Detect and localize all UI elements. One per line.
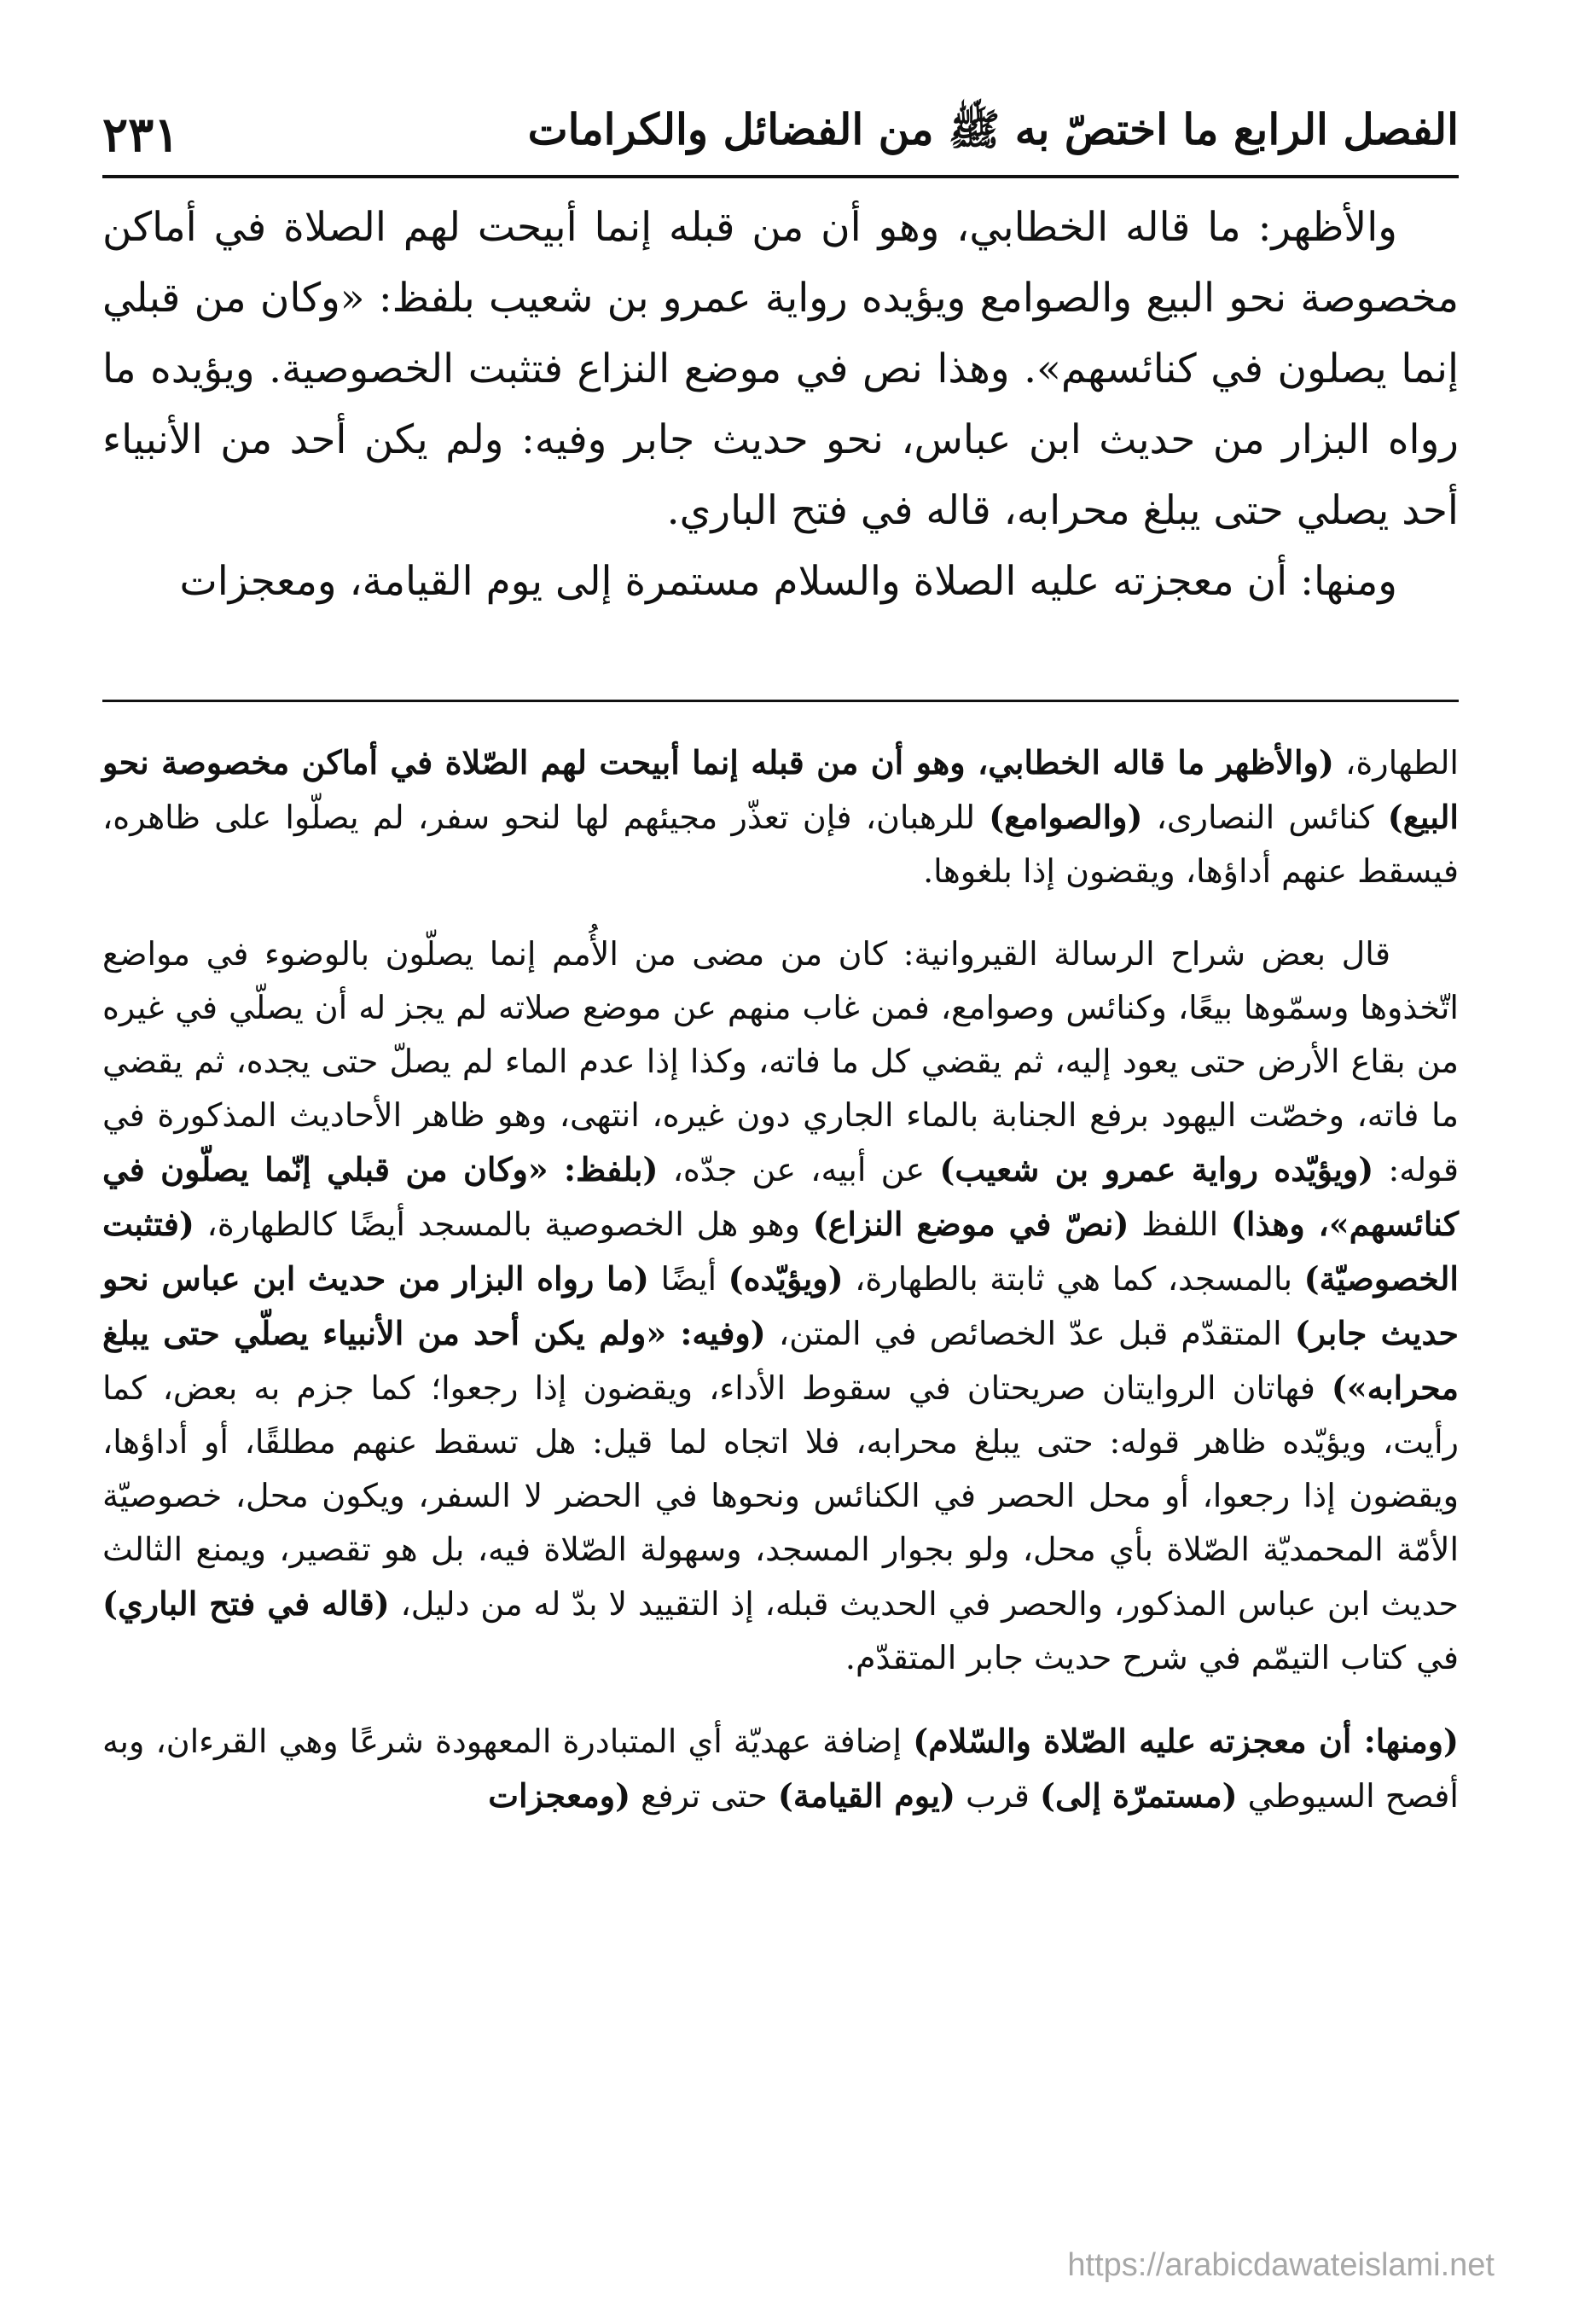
quoted-matn-segment: (مستمرّة إلى): [1040, 1776, 1238, 1815]
commentary-segment: إضافة عهديّة أي المتبادرة المعهودة شرعًا وهي القرءان، وبه أفصح السيوطي: [102, 1723, 1459, 1815]
commentary-segment: اللفظ: [1129, 1206, 1231, 1243]
commentary-segment: وهو هل الخصوصية بالمسجد أيضًا كالطهارة،: [194, 1206, 813, 1243]
commentary-segment: للرهبان، فإن تعذّر مجيئهم لها لنحو سفر، لم يصلّوا على ظاهره، فيسقط عنهم أداؤها، ويقضون إذا بلغوها.: [102, 799, 1459, 890]
commentary-segment: المتقدّم قبل عدّ الخصائص في المتن،: [765, 1315, 1295, 1352]
quoted-matn-segment: (وفيه: «ولم يكن أحد من الأنبياء يصلّي حتى يبلغ محرابه»): [102, 1314, 1459, 1407]
commentary-segment: بالمسجد، كما هي ثابتة بالطهارة،: [843, 1260, 1304, 1298]
quoted-matn-segment: (والأظهر ما قاله الخطابي، وهو أن من قبله إنما أبيحت لهم الصّلاة في أماكن مخصوصة نحو البيع): [102, 743, 1459, 836]
quoted-matn-segment: (فتثبت الخصوصيّة): [102, 1205, 1459, 1298]
commentary-segment: حتى ترفع: [630, 1777, 778, 1815]
quoted-matn-segment: (ومعجزات: [488, 1776, 631, 1815]
quoted-matn-segment: (يوم القيامة): [777, 1776, 955, 1815]
commentary-segment: أيضًا: [648, 1260, 728, 1298]
commentary: [102, 735, 1459, 1852]
commentary-segment: عن أبيه، عن جدّه،: [658, 1151, 940, 1188]
quoted-matn-segment: (ما رواه البزار من حديث ابن عباس نحو حديث جابر): [102, 1259, 1459, 1352]
quoted-matn-segment: (قاله في فتح الباري): [102, 1584, 390, 1623]
commentary-paragraph-3: [102, 1714, 1459, 1823]
quoted-matn-segment: (ومنها: أن معجزته عليه الصّلاة والسّلام): [913, 1722, 1460, 1760]
commentary-paragraph-1: [102, 735, 1459, 898]
main-paragraph-1: والأظهر: ما قاله الخطابي، وهو أن من قبله إنما أبيحت لهم الصلاة في أماكن مخصوصة نحو البيع والصوامع ويؤيده رواية عمرو بن شعيب بلفظ: «وكان من قبلي إنما يصلون في كنائسهم». وهذا نص في موضع النزاع فتثبت الخصوصية. ويؤيده ما رواه البزار من حديث ابن عباس، نحو حديث جابر وفيه: ولم يكن أحد من الأنبياء أحد يصلي حتى يبلغ محرابه، قاله في فتح الباري.: [102, 204, 1459, 534]
chapter-title: الفصل الرابع ما اختصّ به ﷺ من الفضائل والكرامات: [527, 104, 1459, 154]
commentary-paragraph-2: [102, 927, 1459, 1685]
page-number: ٢٣١: [102, 107, 180, 163]
quoted-matn-segment: (نصّ في موضع النزاع): [812, 1205, 1129, 1243]
commentary-segment: في كتاب التيمّم في شرح حديث جابر المتقدّم.: [845, 1639, 1459, 1676]
quoted-matn-segment: (بلفظ: «وكان من قبلي إنّما يصلّون في كنائسهم»، وهذا): [102, 1150, 1459, 1243]
watermark-url: https://arabicdawateislami.net: [1067, 2247, 1495, 2283]
commentary-separator: [102, 700, 1459, 702]
quoted-matn-segment: (ويؤيّده رواية عمرو بن شعيب): [939, 1150, 1374, 1188]
commentary-segment: الطهارة،: [1333, 744, 1459, 781]
header-rule: [102, 175, 1459, 178]
quoted-matn-segment: (ويؤيّده): [728, 1259, 844, 1298]
commentary-segment: فهاتان الروايتان صريحتان في سقوط الأداء، ويقضون إذا رجعوا؛ كما جزم به بعض، كما رأيت، ويؤيّده ظاهر قوله: حتى يبلغ محرابه، فلا اتجاه لما قيل: هل تسقط عنهم مطلقًا، أو أداؤها، ويقضون إذا رجعوا، أو محل الحصر في الكنائس ونحوها في الحضر لا السفر، ويكون محل، خصوصيّة الأمّة المحمديّة الصّلاة بأي محل، ولو بجوار المسجد، وسهولة الصّلاة فيه، بل هو تقصير، ويمنع الثالث حديث ابن عباس المذكور، والحصر في الحديث قبله، إذ التقييد لا بدّ له من دليل،: [102, 1369, 1459, 1623]
commentary-segment: كنائس النصارى،: [1142, 799, 1388, 836]
quoted-matn-segment: (والصوامع): [989, 798, 1143, 836]
page-header: [102, 101, 1459, 169]
commentary-segment: قال بعض شراح الرسالة القيروانية: كان من مضى من الأُمم إنما يصلّون بالوضوء في مواضع اتّخذوها وسمّوها بيعًا، وكنائس وصوامع، فمن غاب منهم عن موضع صلاته لم يجز له أن يصلّي في غيره من بقاع الأرض حتى يعود إليه، ثم يقضي كل ما فاته، وكذا إذا عدم الماء لم يصلّ حتى يجده، ثم يقضي ما فاته، وخصّت اليهود برفع الجنابة بالماء الجاري دون غيره، انتهى، وهو ظاهر الأحاديث المذكورة في قوله:: [102, 935, 1459, 1188]
main-paragraph-2: ومنها: أن معجزته عليه الصلاة والسلام مستمرة إلى يوم القيامة، ومعجزات: [179, 558, 1397, 605]
commentary-segment: قرب: [955, 1777, 1041, 1815]
main-text: [102, 192, 1459, 617]
